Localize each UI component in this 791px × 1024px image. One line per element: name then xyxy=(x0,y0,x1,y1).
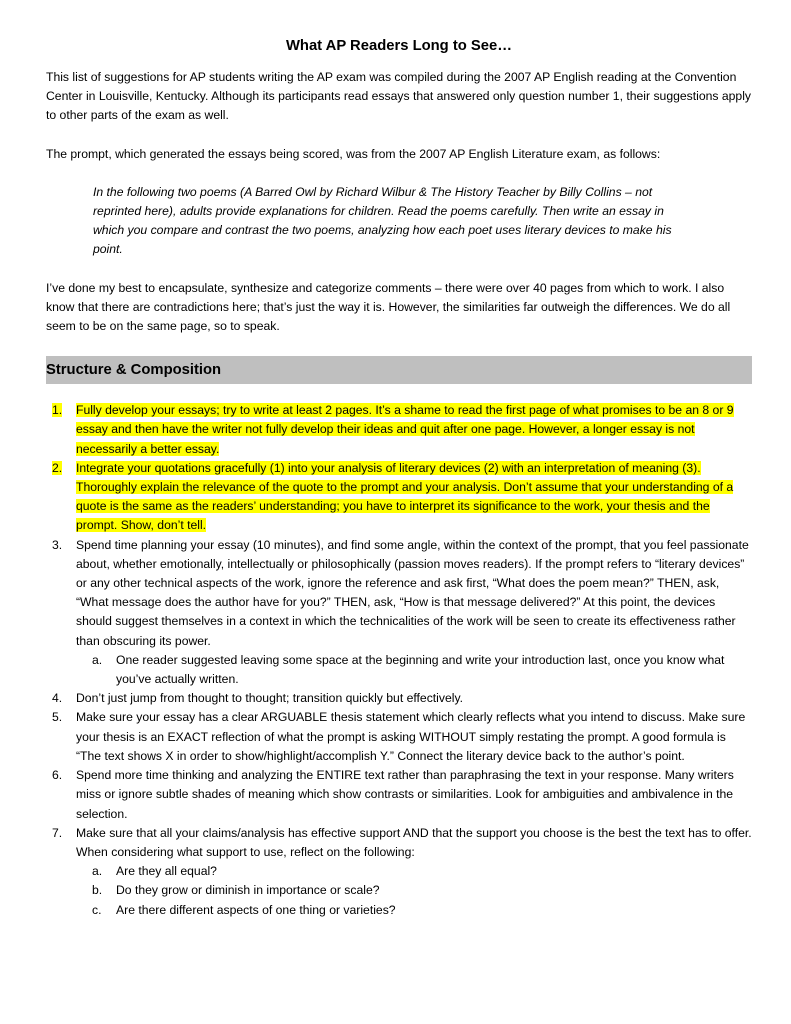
list-item xyxy=(46,766,752,824)
sub-list-item-letter: c. xyxy=(92,902,102,917)
list-item-number xyxy=(46,459,76,536)
sub-list-item xyxy=(46,651,752,689)
highlighted-text: Fully develop your essays; try to write at least 2 pages. It’s a shame to read the first page of what promises to be an 8 or 9 essay and then have the writer not fully develop their ideas and quit after one page. However, a longer essay is not necessarily a better essay. xyxy=(76,403,734,456)
sub-list-item-letter: b. xyxy=(92,883,103,898)
list-item-number: 4. xyxy=(52,691,63,706)
intro-paragraph: This list of suggestions for AP students writing the AP exam was compiled during the 2007 AP English reading at the Convention Center in Louisville, Kentucky. Although its participants read essays that answered only question number 1, their suggestions apply to other parts of the exam as well. xyxy=(46,70,752,123)
list-item-text: Make sure your essay has a clear ARGUABLE thesis statement which clearly reflects what you intend to discuss. Make sure your thesis is an EXACT reflection of what the prompt is asking WITHOUT simply restating the prompt. A good formula is “The text shows X in order to show/highlight/accomplish Y.” Connect the literary device back to the author’s point. xyxy=(76,710,746,763)
suggestion-list xyxy=(46,401,752,919)
sub-list-item-letter: a. xyxy=(92,864,103,879)
section-heading-label: Structure & Composition xyxy=(46,362,222,379)
highlighted-number: 1. xyxy=(52,403,63,418)
highlighted-number: 2. xyxy=(52,460,63,475)
list-item-text: Spend time planning your essay (10 minutes), and find some angle, within the context of the prompt, that you feel passionate about, whether emotionally, intellectually or philosophically (passion moves readers). If the prompt refers to “literary devices” or any other technical aspects of the work, ignore the reference and ask first, “What does the poem mean?” THEN, ask, “What message does the author have for you?” THEN, ask, “How is that message delivered?” At this point, the devices should suggest themselves in a context in which the technicalities of the work will be seen to create its effectiveness rather than obscuring its power. xyxy=(76,537,749,648)
sub-list-item xyxy=(46,862,752,881)
list-item-number xyxy=(46,401,76,459)
prompt-intro-paragraph: The prompt, which generated the essays being scored, was from the 2007 AP English Literature exam, as follows: xyxy=(46,146,661,161)
list-item-number: 6. xyxy=(52,768,63,783)
author-note-paragraph: I’ve done my best to encapsulate, synthesize and categorize comments – there were over 40 pages from which to work. I also know that there are contradictions here; that’s just the way it is. However, the similarities far outweigh the differences. We do all seem to be on the same page, so to speak. xyxy=(46,280,731,334)
list-item xyxy=(46,401,752,459)
section-heading xyxy=(46,356,752,384)
list-item-text: Don’t just jump from thought to thought; transition quickly but effectively. xyxy=(76,691,464,706)
sub-list-item xyxy=(46,881,752,900)
list-item-number: 7. xyxy=(52,825,63,840)
list-item-number: 3. xyxy=(52,537,63,552)
list-item-text: Make sure that all your claims/analysis has effective support AND that the support you choose is the best the text has to offer. When considering what support to use, reflect on the following: xyxy=(76,825,752,859)
list-item xyxy=(46,708,752,766)
list-item-text: Spend more time thinking and analyzing the ENTIRE text rather than paraphrasing the text in your response. Many writers miss or ignore subtle shades of meaning which show contrasts or similarities. Look for ambiguities and ambivalence in the selection. xyxy=(76,768,734,821)
highlighted-text: Integrate your quotations gracefully (1) into your analysis of literary devices (2) with an interpretation of meaning (3). Thoroughly explain the relevance of the quote to the prompt and your analysis. Don’t assume that your understanding of a quote is the same as the readers’ understanding; you have to interpret its significance to the work, your thesis and the prompt. Show, don’t tell. xyxy=(76,460,734,533)
sub-list-item-text: Are they all equal? xyxy=(116,864,217,879)
sub-list-item xyxy=(46,901,752,920)
list-item-number: 5. xyxy=(52,710,63,725)
sub-list-item-text: One reader suggested leaving some space at the beginning and write your introduction last, once you know what you’ve actually written. xyxy=(116,652,725,687)
sub-list-item-text: Are there different aspects of one thing or varieties? xyxy=(116,902,396,917)
list-item xyxy=(46,459,752,536)
list-item xyxy=(46,536,752,651)
list-item xyxy=(46,824,752,862)
sub-list-item-letter: a. xyxy=(92,652,103,667)
prompt-quote: In the following two poems (A Barred Owl by Richard Wilbur & The History Teacher by Billy Collins – not reprinted here), adults provide explanations for children. Read the poems carefully. Then write an essay in which you compare and contrast the two poems, analyzing how each poet uses literary devices to make his point. xyxy=(93,184,672,257)
document-page xyxy=(46,36,752,920)
list-item xyxy=(46,689,752,708)
page-title: What AP Readers Long to See… xyxy=(285,38,513,54)
sub-list-item-text: Do they grow or diminish in importance or scale? xyxy=(116,883,380,898)
list-item-text xyxy=(76,401,752,459)
list-item-text xyxy=(76,459,752,536)
